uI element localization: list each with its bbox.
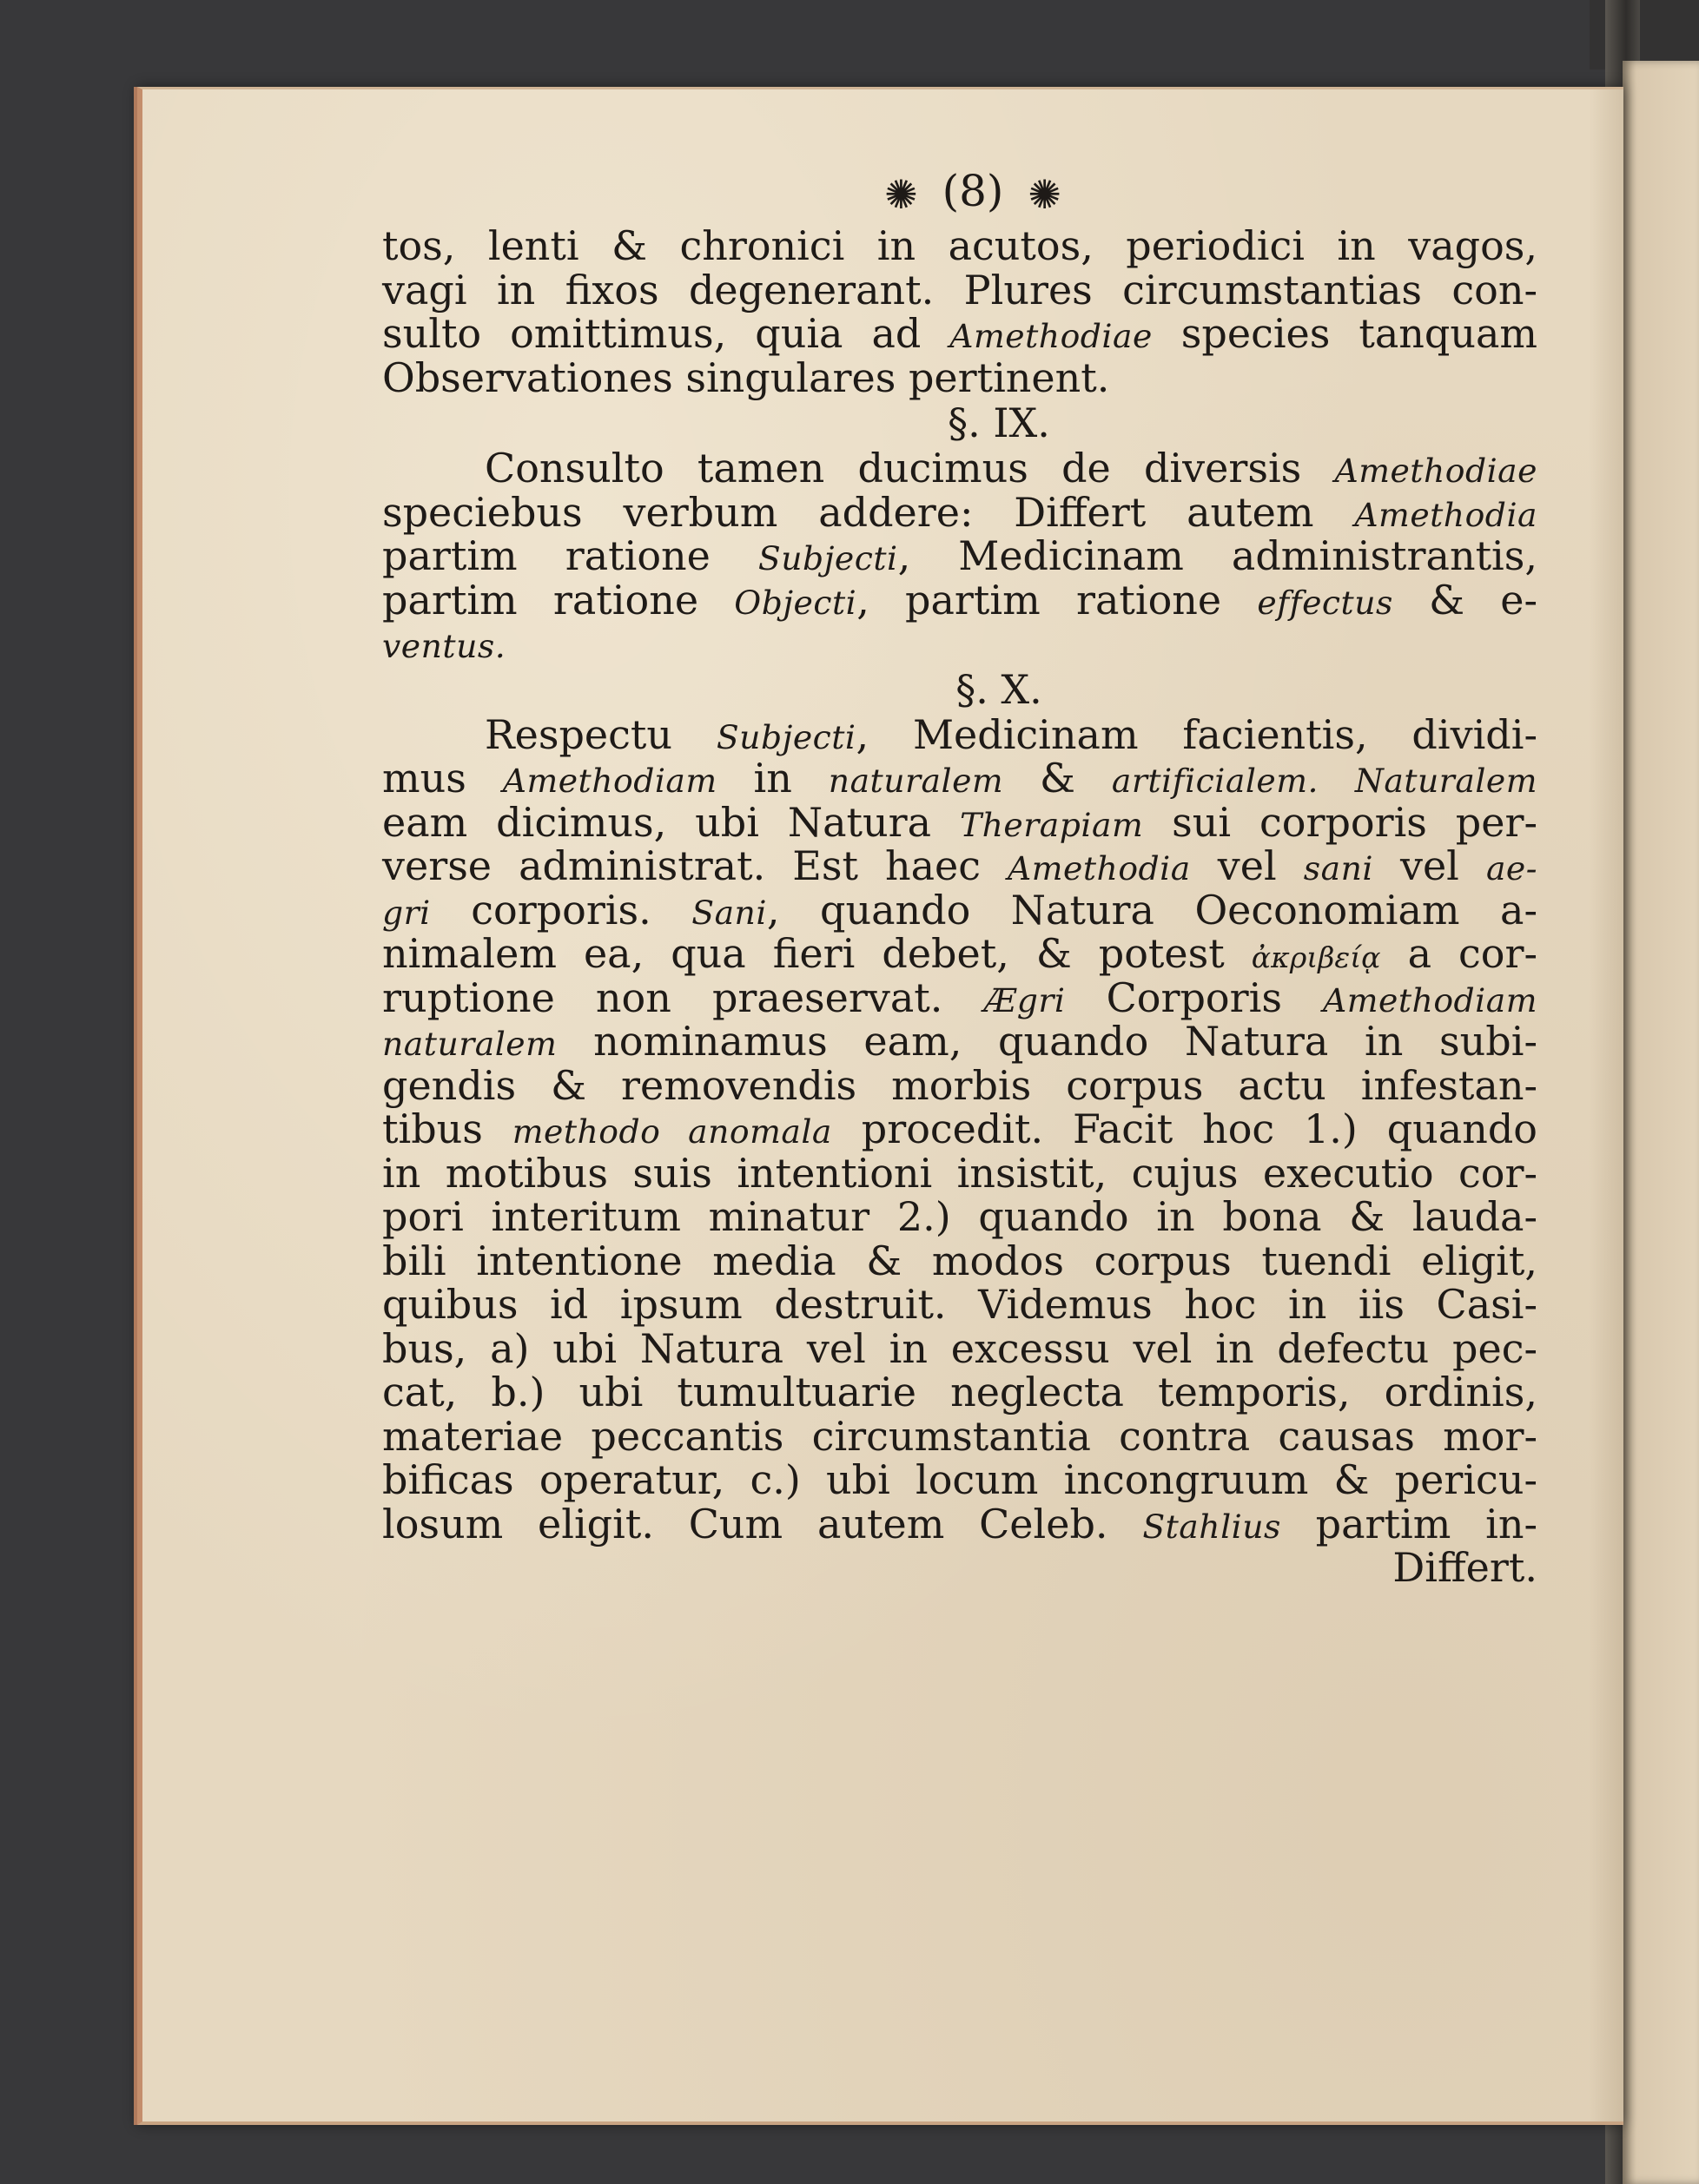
text-line: partim ratione Subjecti, Medicinam administrantis, xyxy=(382,532,1537,579)
page-gutter xyxy=(1589,89,1623,2121)
text-line: sulto omittimus, quia ad Amethodiae species tanquam xyxy=(382,310,1537,357)
section-heading: §. IX. xyxy=(948,399,1050,446)
text-line: ruptione non praeservat. Ægri Corporis Amethodiam xyxy=(382,973,1537,1021)
text-line: gendis & removendis morbis corpus actu infestan- xyxy=(382,1061,1537,1109)
page-text xyxy=(382,165,1537,1589)
text-line: partim ratione Objecti, partim ratione effectus & e- xyxy=(382,576,1537,624)
text-line: quibus id ipsum destruit. Videmus hoc in iis Casi- xyxy=(382,1281,1537,1328)
text-line: tos, lenti & chronici in acutos, periodici in vagos, xyxy=(382,222,1537,269)
text-line: in motibus suis intentioni insistit, cujus executio cor- xyxy=(382,1149,1537,1197)
text-line: eam dicimus, ubi Natura Therapiam sui corporis per- xyxy=(382,798,1537,846)
text-line: pori interitum minatur 2.) quando in bona & lauda- xyxy=(382,1193,1537,1240)
section-heading: §. X. xyxy=(955,665,1042,713)
text-line: verse administrat. Est haec Amethodia vel sani vel ae- xyxy=(382,842,1537,889)
page-number: (8) xyxy=(942,166,1004,216)
catchword: Differt. xyxy=(1392,1544,1537,1591)
text-line: gri corporis. Sani, quando Natura Oeconomiam a- xyxy=(382,886,1537,934)
text-line: bili intentione media & modos corpus tuendi eligit, xyxy=(382,1237,1537,1284)
text-line: nimalem ea, qua fieri debet, & potest ἀκριβείᾳ a cor- xyxy=(382,930,1537,977)
text-line: losum eligit. Cum autem Celeb. Stahlius partim in- xyxy=(382,1500,1537,1547)
text-line: Observationes singulares pertinent. xyxy=(382,353,1110,401)
text-line: Respectu Subjecti, Medicinam facientis, dividi- xyxy=(485,710,1537,758)
text-line: tibus methodo anomala procedit. Facit hoc 1.) quando xyxy=(382,1105,1537,1152)
text-line: naturalem nominamus eam, quando Natura in subi- xyxy=(382,1018,1537,1065)
text-line: speciebus verbum addere: Differt autem Amethodia xyxy=(382,488,1537,536)
text-line: mus Amethodiam in naturalem & artificialem. Naturalem xyxy=(382,755,1537,802)
text-line: bificas operatur, c.) ubi locum incongruum & pericu- xyxy=(382,1456,1537,1503)
running-header xyxy=(382,165,1537,221)
fleuron-icon: ✺ xyxy=(884,171,918,218)
text-line: materiae peccantis circumstantia contra causas mor- xyxy=(382,1412,1537,1460)
text-line: cat, b.) ubi tumultuarie neglecta temporis, ordinis, xyxy=(382,1369,1537,1415)
text-line: bus, a) ubi Natura vel in excessu vel in defectu pec- xyxy=(382,1324,1537,1372)
fleuron-icon: ✺ xyxy=(1028,171,1061,218)
text-line: ventus. xyxy=(382,627,506,665)
text-line: vagi in fixos degenerant. Plures circumstantias con- xyxy=(382,266,1537,313)
text-line: Consulto tamen ducimus de diversis Amethodiae xyxy=(485,445,1537,492)
facing-page xyxy=(1623,61,1699,2184)
